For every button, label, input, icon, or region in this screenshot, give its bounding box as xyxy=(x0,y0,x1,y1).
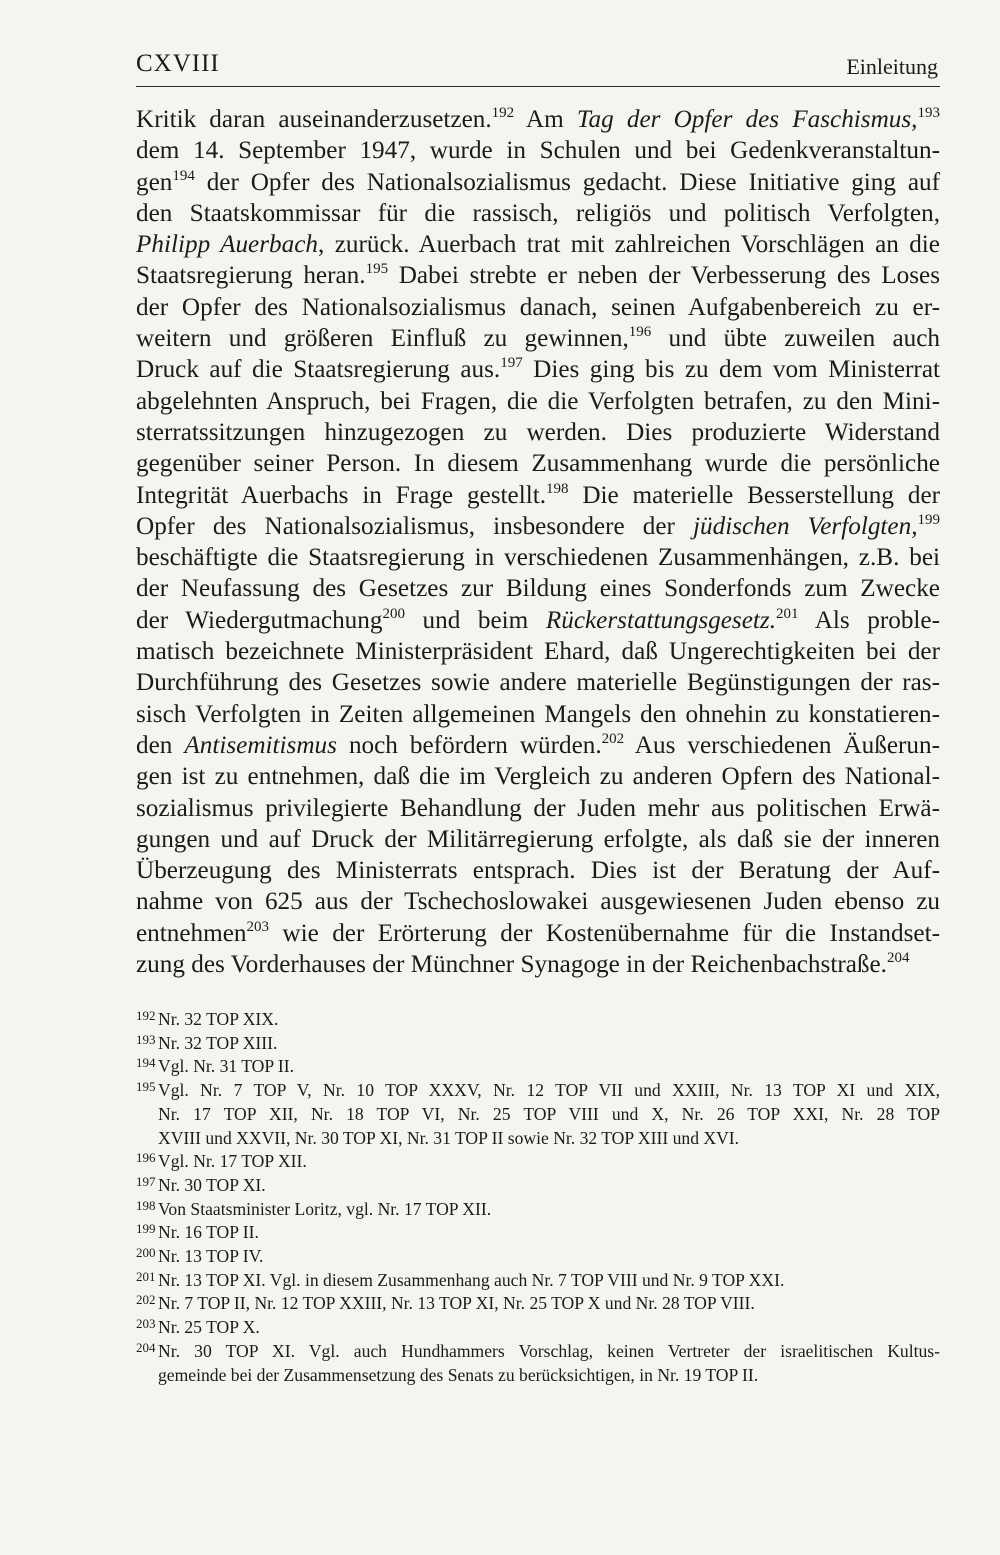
text-run: beschäftigte die Staatsregierung in verschiedenen Zusammenhängen, z.B. bei xyxy=(136,544,940,572)
text-run: Dies ging bis zu dem vom Ministerrat xyxy=(522,356,940,384)
footnote-ref: 202 xyxy=(601,730,625,747)
text-line xyxy=(136,135,940,166)
page-header xyxy=(136,46,940,87)
text-run: Kritik daran auseinanderzusetzen. xyxy=(136,106,492,133)
italic-term: Antisemitismus xyxy=(184,731,337,759)
text-run: Druck auf die Staatsregierung aus. xyxy=(136,356,501,384)
footnote-ref: 200 xyxy=(382,605,405,622)
footnote: 195 Vgl. Nr. 7 TOP V, Nr. 10 TOP XXXV, Nr. 12 TOP VII und XXIII, Nr. 13 TOP XI und XIX, xyxy=(136,1079,940,1101)
text-run: der Opfer des Nationalsozialismus gedacht. Diese Initiative ging auf xyxy=(194,168,940,196)
text-run: Opfer des Nationalsozialismus, insbesondere der xyxy=(136,512,694,540)
text-line xyxy=(136,730,940,761)
text-run: Aus verschiedenen Äußerun- xyxy=(624,731,940,759)
text-run: abgelehnten Anspruch, bei Fragen, die die Verfolgten betrafen, zu den Mini- xyxy=(136,387,940,415)
text-line xyxy=(136,636,940,667)
footnote xyxy=(136,1364,940,1388)
text-run: Am xyxy=(514,106,577,133)
footnote-text: Nr. 16 TOP II. xyxy=(158,1222,259,1243)
footnote: 194 Vgl. Nr. 31 TOP II. xyxy=(136,1055,295,1077)
footnote-ref: 204 xyxy=(886,950,910,967)
text-run: der Wiedergutmachung xyxy=(136,606,383,634)
text-run: Durchführung des Gesetzes sowie andere materielle Begünstigungen der ras- xyxy=(136,669,940,697)
text-line xyxy=(136,542,940,573)
text-run: wie der Erörterung der Kostenübernahme für die Instandset- xyxy=(269,919,940,947)
footnote: 200 Nr. 13 TOP IV. xyxy=(136,1245,264,1267)
footnote-text: Von Staatsminister Loritz, vgl. Nr. 17 TOP XII. xyxy=(158,1198,492,1219)
text-run: Die materielle Besserstellung der xyxy=(568,481,941,509)
text-run: den Staatskommissar für die rassisch, religiös und politisch Verfolgten, xyxy=(136,199,940,227)
text-line xyxy=(136,605,940,636)
footnote-text: Nr. 32 TOP XIX. xyxy=(158,1009,279,1029)
footnote-ref: 199 xyxy=(917,511,940,528)
footnotes xyxy=(136,1008,940,1387)
text-line xyxy=(136,573,940,604)
text-run: der Opfer des Nationalsozialismus danach, seinen Aufgabenbereich zu er- xyxy=(136,293,940,321)
footnote-ref: 194 xyxy=(172,167,195,184)
footnote xyxy=(136,1103,940,1127)
text-line xyxy=(136,354,940,385)
footnote xyxy=(136,1127,940,1151)
text-line xyxy=(136,260,940,291)
text-run: gen ist zu entnehmen, daß die im Vergleich zu anderen Opfern des National- xyxy=(136,763,940,791)
text-run: entnehmen xyxy=(136,919,247,947)
text-run: Als proble- xyxy=(798,606,940,634)
text-run: noch befördern würden. xyxy=(336,731,602,759)
footnote-ref: 201 xyxy=(776,605,799,622)
italic-term: Tag der Opfer des Faschismus, xyxy=(576,106,918,133)
main-text xyxy=(136,104,940,980)
running-head: Einleitung xyxy=(846,54,938,79)
text-line xyxy=(136,448,940,479)
text-run: dem 14. September 1947, wurde in Schulen und bei Gedenkveranstaltun- xyxy=(136,137,940,165)
text-run: nahme von 625 aus der Tschechoslowakei ausgewiesenen Juden ebenso zu xyxy=(136,888,940,916)
text-line xyxy=(136,417,940,448)
footnote-ref: 195 xyxy=(365,261,389,278)
italic-term: Philipp Auerbach xyxy=(136,231,319,259)
text-line xyxy=(136,824,940,855)
text-line xyxy=(136,949,940,980)
footnote-text: Nr. 13 TOP XI. Vgl. in diesem Zusammenhang auch Nr. 7 TOP VIII und Nr. 9 TOP XXI. xyxy=(158,1269,785,1290)
footnote: 197 Nr. 30 TOP XI. xyxy=(136,1173,266,1195)
text-line xyxy=(136,167,940,198)
text-line xyxy=(136,323,940,354)
footnote-ref: 196 xyxy=(628,324,652,341)
text-line xyxy=(136,699,940,730)
text-run: zung des Vorderhauses der Münchner Synagoge in der Reichenbachstraße. xyxy=(136,951,887,979)
text-line xyxy=(136,793,940,824)
text-line xyxy=(136,198,940,229)
text-run: und übte zuweilen auch xyxy=(651,325,940,353)
text-line xyxy=(136,886,940,917)
italic-term: jüdischen Verfolgten, xyxy=(693,512,918,540)
text-line xyxy=(136,292,940,323)
footnote: 198 Von Staatsminister Loritz, vgl. Nr. 17 TOP XII. xyxy=(136,1197,492,1219)
text-line xyxy=(136,104,940,135)
footnote-text: Nr. 13 TOP IV. xyxy=(158,1246,264,1267)
text-line xyxy=(136,511,940,542)
text-run: der Neufassung des Gesetzes zur Bildung eines Sonderfonds zum Zwecke xyxy=(136,575,940,603)
footnote-ref: 198 xyxy=(546,480,569,497)
text-run: weitern und größeren Einfluß zu gewinnen, xyxy=(136,325,629,353)
text-run: matisch bezeichnete Ministerpräsident Ehard, daß Ungerechtigkeiten bei der xyxy=(136,638,940,666)
text-line xyxy=(136,855,940,886)
text-run: sisch Verfolgten in Zeiten allgemeinen Mangels den ohnehin zu konstatieren- xyxy=(136,700,940,728)
footnote-text: Nr. 17 TOP XII, Nr. 18 TOP VI, Nr. 25 TOP VIII und X, Nr. 26 TOP XXI, Nr. 28 TOP xyxy=(158,1103,940,1124)
footnote-text: XVIII und XXVII, Nr. 30 TOP XI, Nr. 31 TOP II sowie Nr. 32 TOP XIII und XVI. xyxy=(158,1127,740,1148)
footnote: 192 Nr. 32 TOP XIX. xyxy=(136,1008,279,1029)
text-line xyxy=(136,229,940,260)
text-line xyxy=(136,386,940,417)
footnote: 193 Nr. 32 TOP XIII. xyxy=(136,1031,278,1053)
page-number: CXVIII xyxy=(136,50,220,77)
text-run: Dabei strebte er neben der Verbesserung des Loses xyxy=(388,262,941,290)
footnote: 201 Nr. 13 TOP XI. Vgl. in diesem Zusammenhang auch Nr. 7 TOP VIII und Nr. 9 TOP XXI. xyxy=(136,1268,785,1290)
footnote-ref: 203 xyxy=(246,918,270,935)
footnote: 199 Nr. 16 TOP II. xyxy=(136,1221,259,1243)
text-run: Überzeugung des Ministerrats entsprach. Dies ist der Beratung der Auf- xyxy=(136,857,940,885)
text-run: und beim xyxy=(404,606,546,634)
footnote-text: Vgl. Nr. 7 TOP V, Nr. 10 TOP XXXV, Nr. 12 TOP VII und XXIII, Nr. 13 TOP XI und XIX, xyxy=(158,1080,940,1101)
footnote: 203 Nr. 25 TOP X. xyxy=(136,1316,260,1338)
footnote-text: Nr. 30 TOP XI. Vgl. auch Hundhammers Vorschlag, keinen Vertreter der israelitischen Kultus- xyxy=(158,1340,940,1361)
text-line xyxy=(136,761,940,792)
footnote-text: Nr. 32 TOP XIII. xyxy=(158,1032,278,1053)
text-run: den xyxy=(136,731,185,759)
footnote-text: Nr. 7 TOP II, Nr. 12 TOP XXIII, Nr. 13 TOP XI, Nr. 25 TOP X und Nr. 28 TOP VIII. xyxy=(158,1293,755,1314)
footnote-text: Vgl. Nr. 31 TOP II. xyxy=(158,1056,295,1077)
footnote-ref: 197 xyxy=(500,355,523,372)
text-run: Staatsregierung heran. xyxy=(136,262,366,290)
footnote-text: Nr. 25 TOP X. xyxy=(158,1317,260,1338)
text-line xyxy=(136,918,940,949)
footnote-ref: 192 xyxy=(491,105,515,121)
footnote-ref: 193 xyxy=(917,105,940,121)
text-run: Integrität Auerbachs in Frage gestellt. xyxy=(136,481,546,509)
text-run: sterratssitzungen hinzugezogen zu werden. Dies produzierte Widerstand xyxy=(136,418,940,446)
footnote-text: Nr. 30 TOP XI. xyxy=(158,1174,266,1195)
text-run: gegenüber seiner Person. In diesem Zusammenhang wurde die persönliche xyxy=(136,450,940,478)
text-line xyxy=(136,667,940,698)
italic-term: Rückerstattungsgesetz. xyxy=(545,606,776,634)
footnote: 202 Nr. 7 TOP II, Nr. 12 TOP XXIII, Nr. 13 TOP XI, Nr. 25 TOP X und Nr. 28 TOP VIII. xyxy=(136,1292,755,1314)
footnote: 196 Vgl. Nr. 17 TOP XII. xyxy=(136,1150,307,1172)
text-run: sozialismus privilegierte Behandlung der Juden mehr aus politischen Erwä- xyxy=(136,794,940,822)
footnote: 204 Nr. 30 TOP XI. Vgl. auch Hundhammers Vorschlag, keinen Vertreter der israelitischen Kultus- xyxy=(136,1339,940,1361)
text-run: gen xyxy=(136,168,173,196)
footnote-text: Vgl. Nr. 17 TOP XII. xyxy=(158,1151,307,1172)
text-run: gungen und auf Druck der Militärregierung erfolgte, als daß sie der inneren xyxy=(136,825,940,853)
text-run: , zurück. Auerbach trat mit zahlreichen Vorschlägen an die xyxy=(318,231,940,259)
footnote-text: gemeinde bei der Zusammensetzung des Senats zu berücksichtigen, in Nr. 19 TOP II. xyxy=(158,1364,759,1385)
text-line xyxy=(136,480,940,511)
